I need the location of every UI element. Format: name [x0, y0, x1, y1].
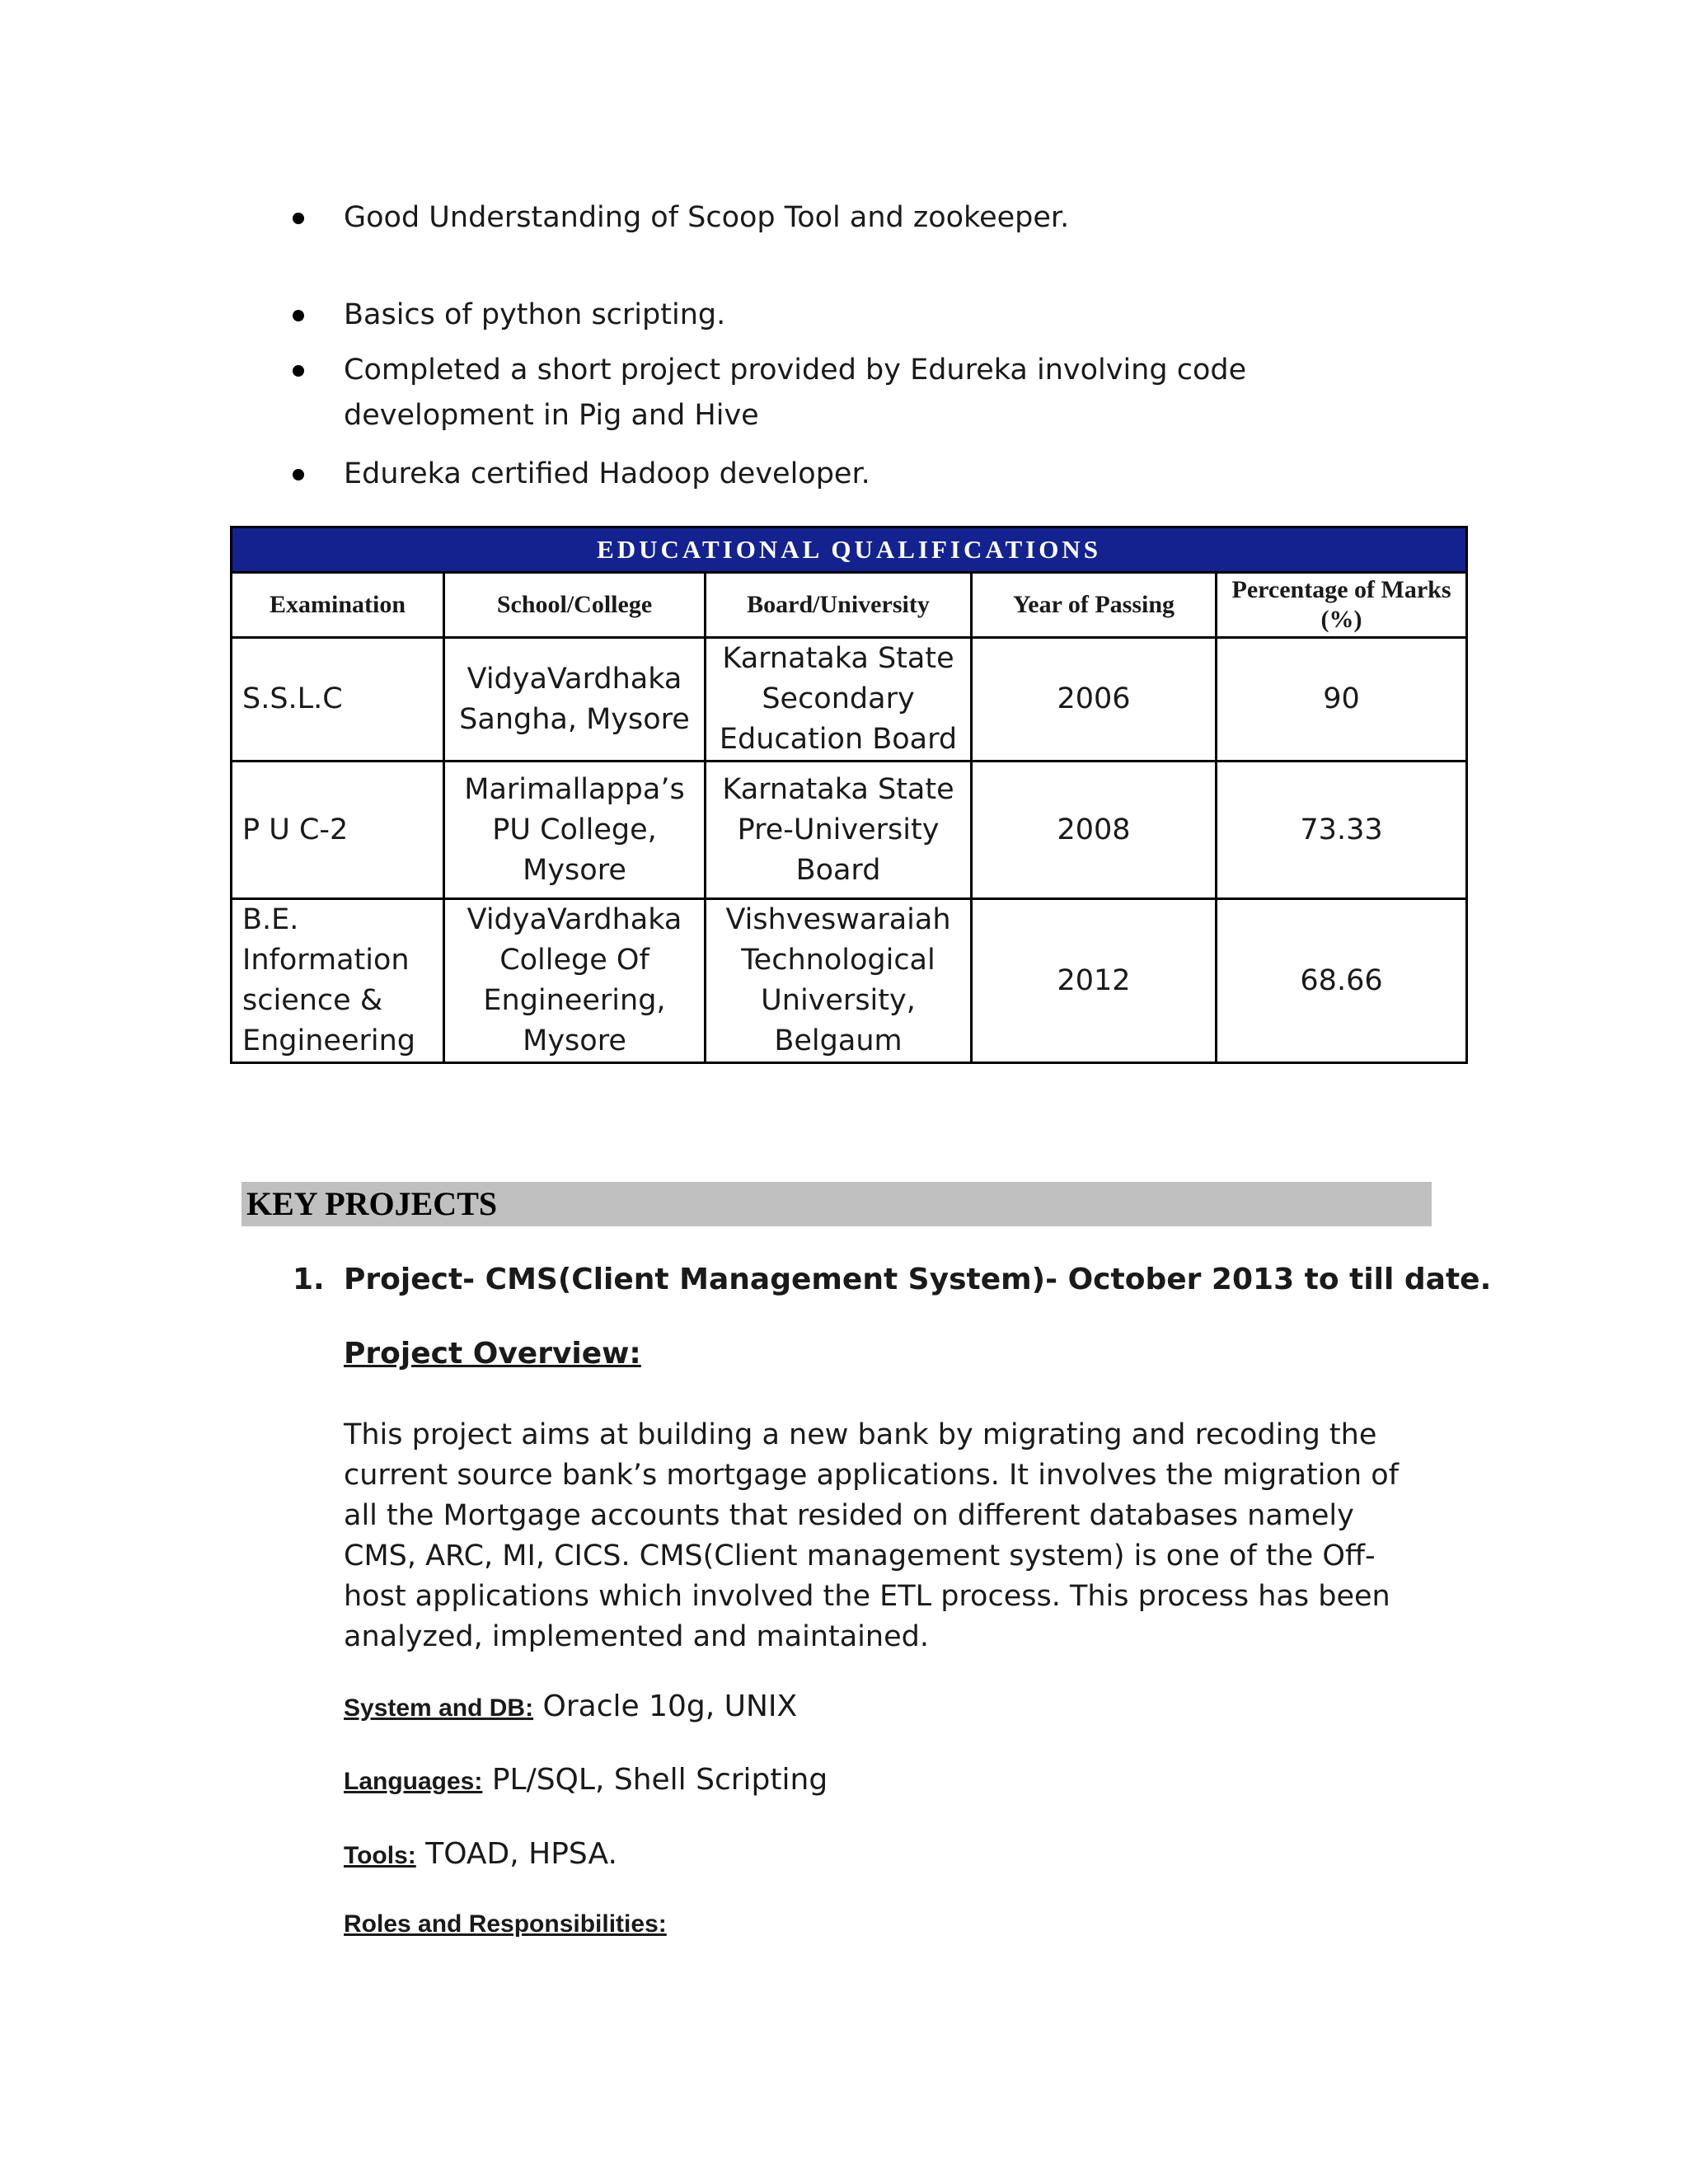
percent-cell: 68.66 — [1217, 899, 1467, 1063]
board-cell: Karnataka State Pre-University Board — [706, 762, 972, 899]
column-header: Percentage of Marks (%) — [1217, 573, 1467, 638]
exam-cell: B.E. Information science & Engineering — [232, 899, 444, 1063]
year-cell: 2012 — [972, 899, 1217, 1063]
education-table-header-row — [232, 573, 1467, 638]
bullet-dot-icon — [293, 469, 304, 480]
percent-cell: 90 — [1217, 638, 1467, 762]
bullet-text: Basics of python scripting. — [344, 298, 726, 331]
column-header: Board/University — [706, 573, 972, 638]
school-cell: VidyaVardhaka College Of Engineering, Mysore — [444, 899, 706, 1063]
project-number: 1. — [293, 1263, 325, 1296]
bullet-text: Good Understanding of Scoop Tool and zookeeper. — [344, 201, 1070, 234]
column-header: Examination — [232, 573, 444, 638]
board-cell: Vishveswaraiah Technological University, Belgaum — [706, 899, 972, 1063]
bullet-dot-icon — [293, 310, 304, 321]
tools-line — [344, 1837, 617, 1871]
bullet-text: Edureka certified Hadoop developer. — [344, 457, 870, 490]
bullet-dot-icon — [293, 213, 304, 224]
exam-cell: P U C-2 — [232, 762, 444, 899]
project-title-text: Project- CMS(Client Management System)- October 2013 to till date. — [344, 1263, 1492, 1296]
school-cell: Marimallappa’s PU College, Mysore — [444, 762, 706, 899]
education-table-title: EDUCATIONAL QUALIFICATIONS — [232, 527, 1467, 573]
column-header: Year of Passing — [972, 573, 1217, 638]
year-cell: 2006 — [972, 638, 1217, 762]
languages-value: PL/SQL, Shell Scripting — [491, 1763, 828, 1797]
percent-cell: 73.33 — [1217, 762, 1467, 899]
key-projects-heading: KEY PROJECTS — [241, 1182, 1432, 1226]
languages-label: Languages: — [344, 1768, 483, 1795]
project-overview-text: This project aims at building a new bank by migrating and recoding the current source bank’s mortgage applications. It involves the migration of all the Mortgage accounts that resided on different databases namely CMS, ARC, MI, CICS. CMS(Client management system) is one of the Off-host applications which involved the ETL process. This process has been analyzed, implemented and maintained. — [344, 1418, 1399, 1653]
tools-label: Tools: — [344, 1842, 416, 1869]
column-header: School/College — [444, 573, 706, 638]
school-cell: VidyaVardhaka Sangha, Mysore — [444, 638, 706, 762]
education-table — [230, 526, 1468, 1064]
tools-value: TOAD, HPSA. — [425, 1837, 617, 1871]
languages-line — [344, 1763, 828, 1797]
project-overview-label: Project Overview: — [344, 1337, 641, 1371]
year-cell: 2008 — [972, 762, 1217, 899]
table-row — [232, 762, 1467, 899]
board-cell: Karnataka State Secondary Education Board — [706, 638, 972, 762]
exam-cell: S.S.L.C — [232, 638, 444, 762]
roles-responsibilities-label: Roles and Responsibilities: — [344, 1910, 667, 1938]
table-row — [232, 638, 1467, 762]
system-db-value: Oracle 10g, UNIX — [542, 1690, 798, 1723]
bullet-text: Completed a short project provided by Edureka involving code development in Pig and Hive — [344, 354, 1247, 432]
system-db-line — [344, 1690, 797, 1723]
bullet-dot-icon — [293, 365, 304, 377]
table-row — [232, 899, 1467, 1063]
system-db-label: System and DB: — [344, 1694, 534, 1722]
